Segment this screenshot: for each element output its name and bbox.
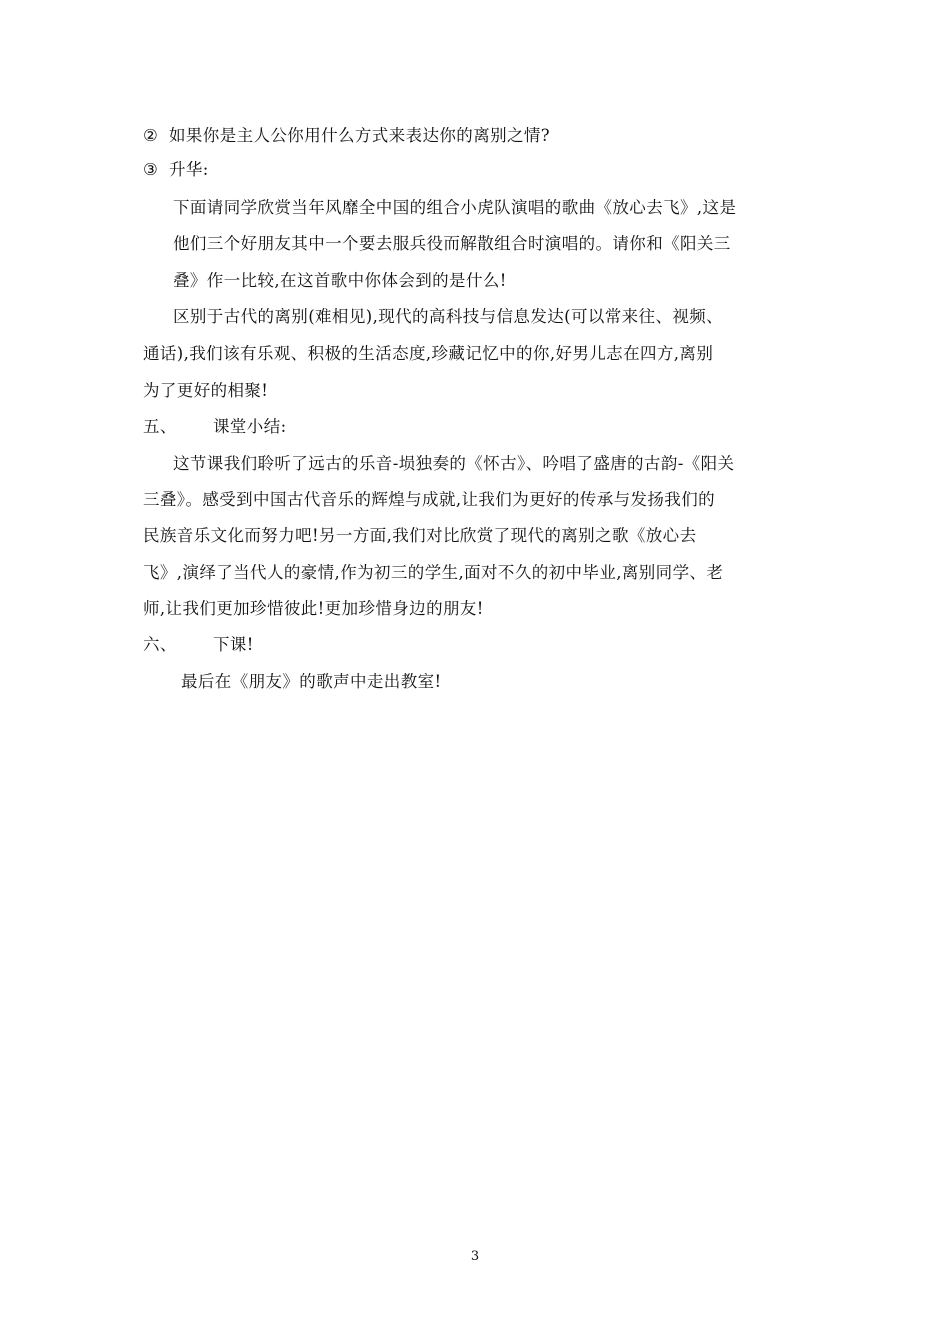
circled-number-2: ②: [143, 126, 159, 145]
section-5-title: 课堂小结:: [213, 417, 287, 436]
circled-number-3: ③: [143, 160, 159, 179]
section-5-line-3: 民族音乐文化而努力吧!另一方面,我们对比欣赏了现代的离别之歌《放心去: [143, 526, 697, 545]
question-3-text: 升华:: [169, 160, 209, 179]
page-number: 3: [470, 1249, 480, 1264]
section-6-number: 六、: [143, 635, 177, 654]
section-5-line-5: 师,让我们更加珍惜彼此!更加珍惜身边的朋友!: [143, 599, 484, 618]
section-5-number: 五、: [143, 417, 177, 436]
paragraph-1-line-1: 下面请同学欣赏当年风靡全中国的组合小虎队演唱的歌曲《放心去飞》,这是: [173, 198, 737, 217]
paragraph-2-line-2: 通话),我们该有乐观、积极的生活态度,珍藏记忆中的你,好男儿志在四方,离别: [143, 344, 714, 363]
section-5-heading: [143, 416, 287, 438]
paragraph-2-line-1: 区别于古代的离别(难相见),现代的高科技与信息发达(可以常来往、视频、: [173, 307, 724, 326]
section-5-line-1: 这节课我们聆听了远古的乐音-埙独奏的《怀古》、吟唱了盛唐的古韵-《阳关: [173, 454, 735, 473]
paragraph-1-line-2: 他们三个好朋友其中一个要去服兵役而解散组合时演唱的。请你和《阳关三: [173, 234, 731, 253]
section-6-title: 下课!: [213, 635, 254, 654]
question-2-text: 如果你是主人公你用什么方式来表达你的离别之情?: [169, 126, 551, 145]
question-3: [143, 159, 209, 181]
section-5-line-2: 三叠》。感受到中国古代音乐的辉煌与成就,让我们为更好的传承与发扬我们的: [143, 490, 715, 509]
section-6-heading: [143, 634, 254, 656]
paragraph-2-line-3: 为了更好的相聚!: [143, 381, 269, 400]
section-6-line-1: 最后在《朋友》的歌声中走出教室!: [181, 672, 442, 691]
question-2: [143, 125, 550, 147]
section-5-line-4: 飞》,演绎了当代人的豪情,作为初三的学生,面对不久的初中毕业,离别同学、老: [143, 563, 724, 582]
paragraph-1-line-3: 叠》作一比较,在这首歌中你体会到的是什么!: [173, 271, 507, 290]
